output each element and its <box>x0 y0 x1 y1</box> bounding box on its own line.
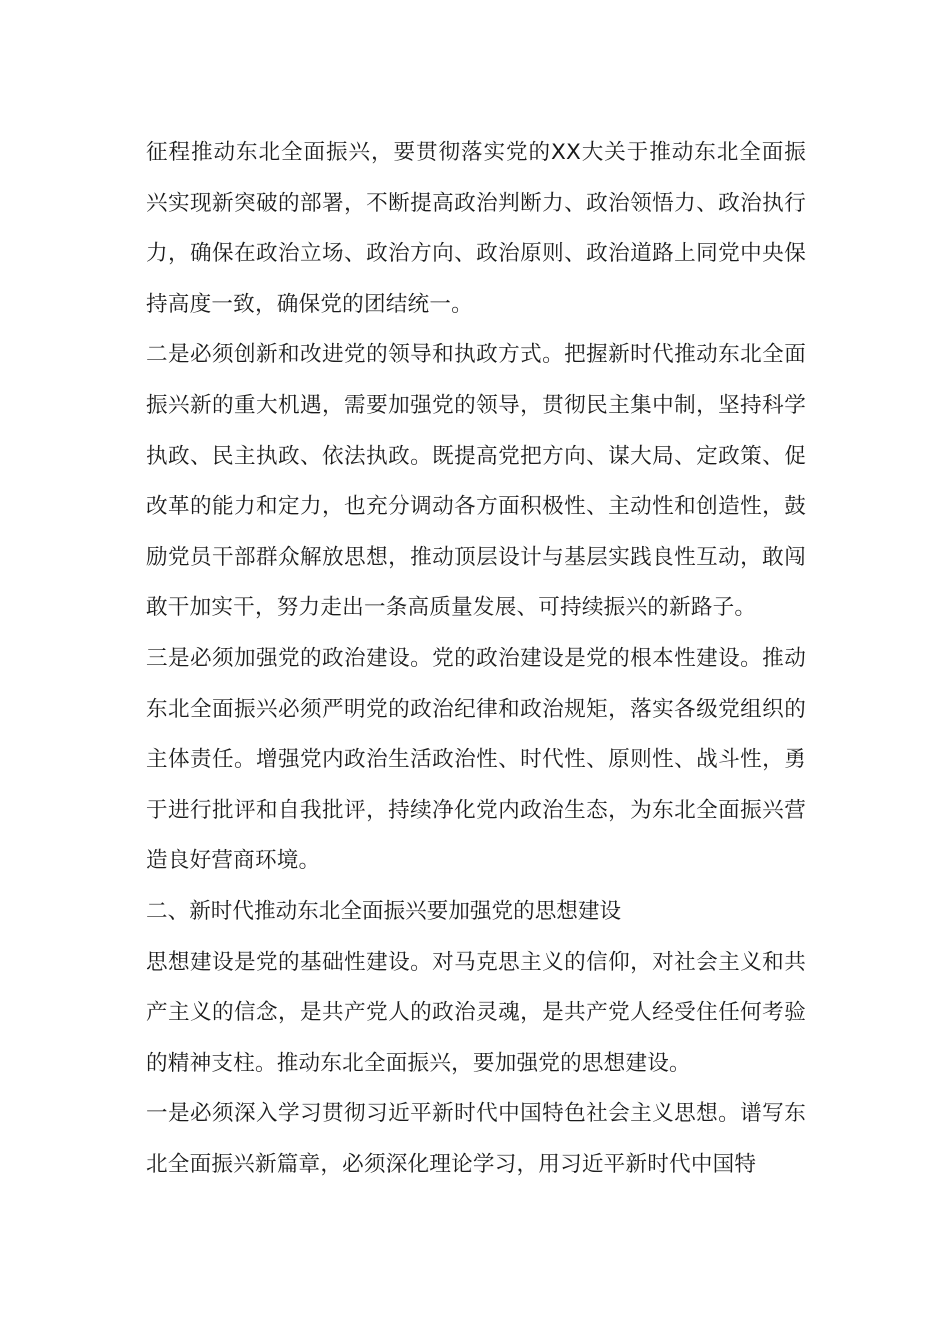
paragraph-section-intro: 思想建设是党的基础性建设。对马克思主义的信仰，对社会主义和共产主义的信念，是共产党人的政治灵魂，是共产党人经受住任何考验的精神支柱。推动东北全面振兴，要加强党的思想建设。 <box>146 949 806 1076</box>
paragraph-point-three: 三是必须加强党的政治建设。党的政治建设是党的根本性建设。推动东北全面振兴必须严明党的政治纪律和政治规矩，落实各级党组织的主体责任。增强党内政治生活政治性、时代性、原则性、战斗性，勇于进行批评和自我批评，持续净化党内政治生态，为东北全面振兴营造良好营商环境。 <box>146 645 806 874</box>
section-heading: 二、新时代推动东北全面振兴要加强党的思想建设 <box>146 898 622 924</box>
document-body <box>146 128 806 1190</box>
paragraph-point-one: 一是必须深入学习贯彻习近平新时代中国特色社会主义思想。谱写东北全面振兴新篇章，必须深化理论学习，用习近平新时代中国特 <box>146 1101 806 1177</box>
paragraph-continuation: 征程推动东北全面振兴，要贯彻落实党的XX大关于推动东北全面振兴实现新突破的部署，不断提高政治判断力、政治领悟力、政治执行力，确保在政治立场、政治方向、政治原则、政治道路上同党中央保持高度一致，确保党的团结统一。 <box>146 140 806 317</box>
paragraph-point-two: 二是必须创新和改进党的领导和执政方式。把握新时代推动东北全面振兴新的重大机遇，需要加强党的领导，贯彻民主集中制，坚持科学执政、民主执政、依法执政。既提高党把方向、谋大局、定政策、促改革的能力和定力，也充分调动各方面积极性、主动性和创造性，鼓励党员干部群众解放思想，推动顶层设计与基层实践良性互动，敢闯敢干加实干，努力走出一条高质量发展、可持续振兴的新路子。 <box>146 342 806 621</box>
